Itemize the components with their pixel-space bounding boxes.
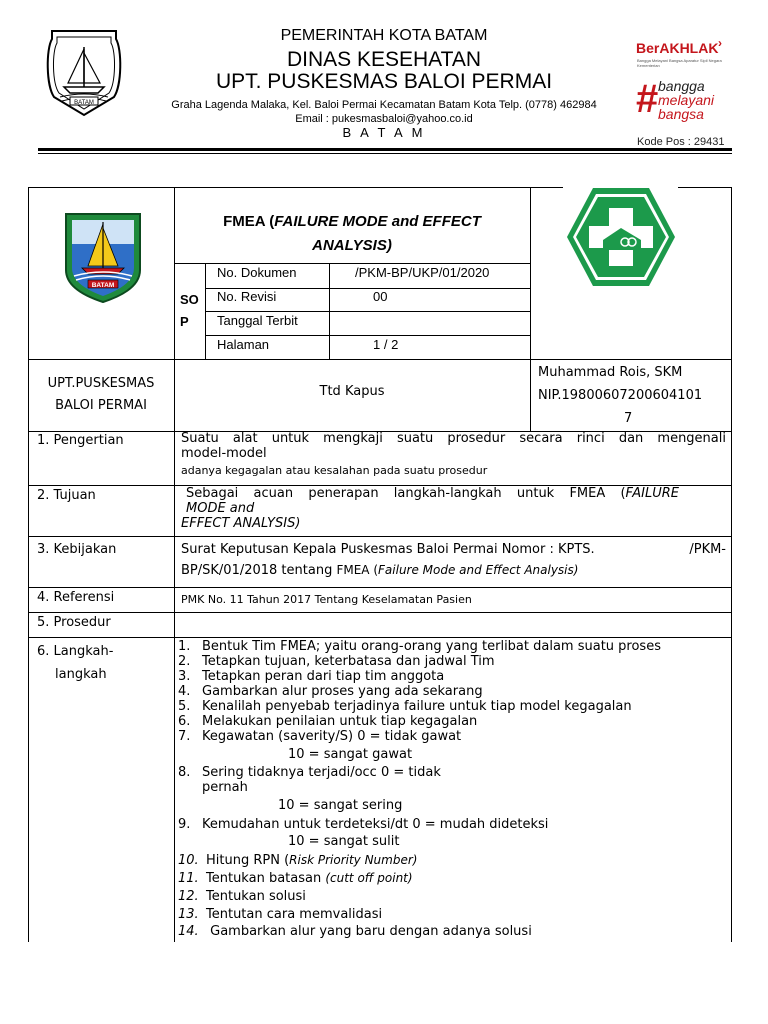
letterhead-city: B A T A M	[342, 125, 426, 140]
sop-label: SO P	[180, 292, 199, 329]
meta-value-revisi: 00	[373, 289, 388, 304]
letterhead-rule-thin	[38, 153, 732, 154]
meta-label-halaman: Halaman	[217, 337, 270, 352]
chevron-right-icon: ›	[718, 36, 722, 50]
berakhlak-logo: BerAKHLAK	[636, 40, 719, 56]
step-item: 10. Hitung RPN (Risk Priority Number)	[178, 853, 418, 868]
step-item: 2. Tetapkan tujuan, keterbatasa dan jadwal Tim	[178, 654, 495, 669]
crest-label: BATAM	[74, 100, 94, 106]
meta-label-dokumen: No. Dokumen	[217, 265, 297, 280]
berakhlak-tagline: Bangga Melayani Bangsa Aparatur Sipil Negara Kementerian	[637, 58, 722, 68]
signature-placeholder: Ttd Kapus	[319, 384, 385, 399]
crest-label: BATAM	[91, 282, 115, 289]
section-label-langkah: 6. Langkah- langkah	[37, 644, 114, 682]
section-label-prosedur: 5. Prosedur	[37, 615, 111, 630]
step-item: 7. Kegawatan (saverity/S) 0 = tidak gawat	[178, 729, 462, 744]
section-label-referensi: 4. Referensi	[37, 590, 115, 605]
puskesmas-logo	[565, 186, 677, 288]
unit-name: UPT.PUSKESMAS BALOI PERMAI	[47, 376, 155, 413]
step-item: 4. Gambarkan alur proses yang ada sekarang	[178, 684, 483, 699]
step-item: 12. Tentukan solusi	[178, 889, 306, 904]
meta-label-revisi: No. Revisi	[217, 289, 277, 304]
sop-title: FMEA (FAILURE MODE and EFFECT ANALYSIS)	[223, 213, 481, 254]
section-label-kebijakan: 3. Kebijakan	[37, 542, 117, 557]
section-label-tujuan: 2. Tujuan	[37, 488, 96, 503]
section-body-referensi: PMK No. 11 Tahun 2017 Tentang Keselamatan Pasien	[181, 593, 472, 606]
step-subitem: 10 = sangat sulit	[288, 834, 400, 849]
meta-value-halaman: 1 / 2	[373, 337, 399, 352]
step-item: 6. Melakukan penilaian untuk tiap kegagalan	[178, 714, 478, 729]
batam-crest-color-logo	[62, 210, 144, 304]
letterhead-government: PEMERINTAH KOTA BATAM	[280, 27, 488, 44]
postal-code: Kode Pos : 29431	[637, 136, 725, 148]
section-label-pengertian: 1. Pengertian	[37, 433, 124, 448]
hashtag-icon: #	[636, 77, 659, 121]
letterhead-institution: UPT. PUSKESMAS BALOI PERMAI	[215, 70, 553, 93]
signer-block: Muhammad Rois, SKM NIP.19800607200604101 7	[538, 365, 703, 426]
letterhead-address: Graha Lagenda Malaka, Kel. Baloi Permai Kecamatan Batam Kota Telp. (0778) 462984	[171, 99, 597, 111]
step-item: 3. Tetapkan peran dari tiap tim anggota	[178, 669, 445, 684]
section-body-tujuan: Sebagai acuan penerapan langkah-langkah untuk FMEA (FAILURE MODE and EFFECT ANALYSIS)	[181, 486, 679, 531]
step-item: 14. Gambarkan alur yang baru dengan adanya solusi	[178, 924, 532, 939]
step-subitem: 10 = sangat gawat	[288, 747, 413, 762]
letterhead-email: Email : pukesmasbaloi@yahoo.co.id	[295, 113, 473, 125]
step-subitem: pernah	[202, 780, 248, 795]
meta-value-dokumen: /PKM-BP/UKP/01/2020	[355, 265, 490, 280]
meta-label-tanggal: Tanggal Terbit	[217, 313, 298, 328]
letterhead-department: DINAS KESEHATAN	[286, 48, 482, 71]
step-item: 8. Sering tidaknya terjadi/occ 0 = tidak	[178, 765, 441, 780]
step-item: 9. Kemudahan untuk terdeteksi/dt 0 = mudah dideteksi	[178, 817, 549, 832]
section-body-kebijakan: Surat Keputusan Kepala Puskesmas Baloi Permai Nomor : KPTS. /PKM- BP/SK/01/2018 tentang FMEA (Failure Mode and Effect Analysis)	[181, 542, 726, 578]
step-item: 5. Kenalilah penyebab terjadinya failure untuk tiap model kegagalan	[178, 699, 632, 714]
letterhead-rule-thick	[38, 148, 732, 151]
step-item: 13. Tentutan cara memvalidasi	[178, 907, 383, 922]
section-body-pengertian: Suatu alat untuk mengkaji suatu prosedur secara rinci dan mengenali model-model adanya kegagalan atau kesalahan pada suatu prosedur	[181, 431, 726, 477]
bangga-melayani-bangsa-logo: # bangga melayani bangsa	[636, 77, 715, 122]
step-subitem: 10 = sangat sering	[278, 798, 403, 813]
step-item: 11. Tentukan batasan (cutt off point)	[178, 871, 413, 886]
step-item: 1. Bentuk Tim FMEA; yaitu orang-orang yang terlibat dalam suatu proses	[178, 639, 661, 654]
